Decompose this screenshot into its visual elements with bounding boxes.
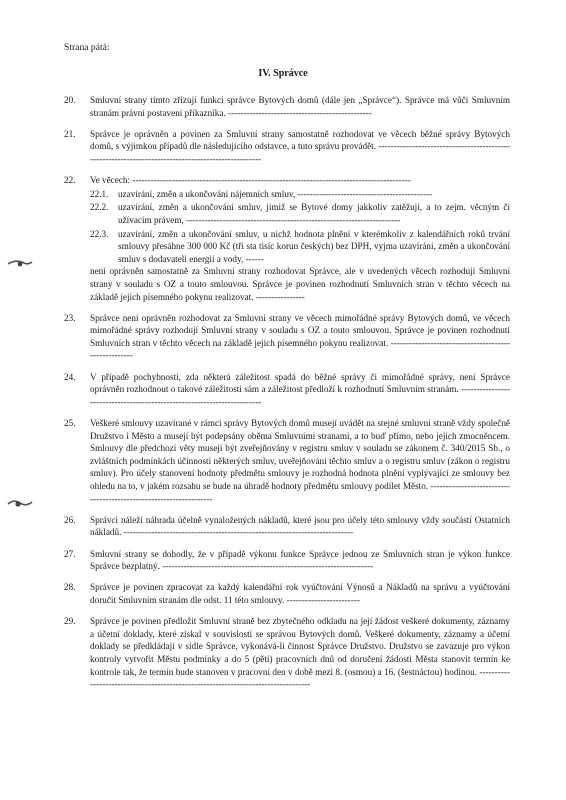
sub-item-text: uzavírání, změn a ukončování nájemních smluv, -------------------------------------------- (118, 188, 433, 199)
paragraph-text: Smluvní strany se dohodly, že v případě výkonu funkce Správce jednou ze Smluvních stran je výkon funkce Správce bezplatný. --------------------------------------------------------------------- (90, 548, 510, 572)
paragraph-text: Ve věcech: ------------------------------------------------------------------------------------------- (90, 175, 411, 186)
sub-item-number: 22.1. (90, 188, 109, 199)
paragraph-text: Správce není oprávněn rozhodovat za Smluvní strany ve věcech mimořádné správy Bytových domů, ve věcech mimořádné správy rozhodují Smluvní strany v souladu s OZ a touto smlouvou. Správce je povinen rozhodnutí Smluvních stran v těchto věcech na základě jejich písemného pokynu realizovat. ----------------------------------------------------- (90, 312, 510, 361)
sub-item (90, 201, 510, 226)
paragraph-number: 22. (64, 175, 76, 186)
paragraph-text: Správci náleží náhrada účelně vynaložených nákladů, které jsou pro účely této smlouvy vždy součástí Ostatních nákladů. --------------------------------------------------------------------------- (90, 514, 510, 538)
sub-item-number: 22.3. (90, 228, 109, 239)
margin-mark-icon (6, 255, 34, 271)
paragraph-text: Správce je oprávněn a povinen za Smluvní strany samostatně rozhodovat ve věcech běžné správy Bytových domů, s výjimkou případů dle následujícího odstavce, a tuto správu provádět. --------------------------------------------------------------------------------------------------- (90, 128, 510, 164)
paragraph (64, 174, 510, 303)
paragraph-text: Správce je povinen zpracovat za každý kalendářní rok vyúčtování Výnosů a Nákladů na správu a vyúčtování doručit Smluvním stranám dle odst. 11 této smlouvy. ------------------------ (90, 582, 510, 605)
paragraph (64, 128, 510, 166)
paragraph (64, 312, 510, 362)
paragraph-number: 25. (64, 418, 76, 429)
paragraph (64, 514, 510, 539)
document-body (64, 94, 510, 699)
paragraph-text: Smluvní strany tímto zřizují funkci správce Bytových domů (dále jen „Správce“). Správce má vůči Smluvním stranám právní postavení příkazníka. ----------------------------------------------- (90, 95, 510, 118)
paragraph-text: Správce je povinen předložit Smluvní straně bez zbytečného odkladu na její žádost veškeré dokumenty, záznamy a účetní doklady, které získal v souvislosti se správou Bytových domů. Veškeré dokumenty, záznamy a účetní doklady se předkládají v sídle Správce, vykonává-li činnost Správce Družstvo. Družstvo se zavazuje pro výkon kontroly vytvořit Městu podmínky a do 5 (pěti) pracovních dnů od doručení žádosti Města stanovit termín ke kontrole tak, že termín bude stanoven v pracovní den v době mezi 8. (osmou) a 16. (šestnáctou) hodinou. ---------------------------------------------------------------------------------- (90, 616, 510, 690)
page-header: Strana pátá: (64, 42, 110, 53)
paragraph (64, 548, 510, 573)
paragraph-number: 29. (64, 616, 76, 627)
paragraph-text: V případě pochybnosti, zda některá záležitost spadá do běžné správy či mimořádné správy, není Správce oprávněn rozhodnout o takové záležitosti sám a záležitost předloží k rozhodnutí Smluvním stranám. ------------------------------------------------------------------------ (90, 371, 510, 407)
section-title: IV. Správce (258, 68, 308, 79)
paragraph-number: 27. (64, 548, 76, 559)
sub-item-number: 22.2. (90, 202, 109, 213)
paragraph-tail-text: není oprávněn samostatně za Smluvní strany rozhodovat Správce, ale v uvedených věcech rozhodují Smluvní strany v souladu s OZ a touto smlouvou. Správce je povinen rozhodnutí Smluvních stran v těchto věcech na základě jejich písemného pokynu realizovat. ---------------- (90, 266, 510, 302)
paragraph-number: 24. (64, 371, 76, 382)
paragraph-number: 26. (64, 514, 76, 525)
sub-item-text: uzavírání, změn a ukončování smluv, jimiž se Bytové domy jakkoliv zatěžují, a to zejm. věcným či užívacím právem, ---------------------------------------------------------------------- (118, 202, 510, 225)
margin-mark-icon (6, 496, 34, 512)
paragraph-22 (90, 174, 510, 303)
paragraph-text: Veškeré smlouvy uzavírané v rámci správy Bytových domů musejí uvádět na stejné smluvní straně vždy společně Družstvo i Město a musejí být podepsány oběma Smluvními stranami, a to buď přímo, nebo jejich zmocněncem. Smlouvy dle předchozí věty musejí být zveřejňovány v registru smluv v souladu se zákonem č. 340/2015 Sb., o zvláštních podmínkách účinnosti některých smluv, uveřejňování těchto smluv a o registru smluv (zákon o registru smluv). Pro účely stanovení hodnoty předmětu smlouvy je rozhodná hodnota plnění vyplývající ze smlouvy bez ohledu na to, v jakém rozsahu se bude na úhradě hodnoty předmětu smlouvy podílet Město. ------------------------------------------------------------------ (90, 418, 510, 504)
paragraph (64, 615, 510, 691)
paragraph (64, 371, 510, 409)
paragraph (64, 94, 510, 119)
paragraph-number: 20. (64, 95, 76, 105)
paragraph-number: 21. (64, 128, 76, 139)
paragraph-number: 23. (64, 312, 76, 323)
sub-item (90, 188, 510, 201)
paragraph (64, 417, 510, 505)
sub-item (90, 228, 510, 266)
paragraph-number: 28. (64, 582, 76, 593)
paragraph (64, 581, 510, 606)
sub-item-text: uzavírání, změn a ukončování smluv, u nichž hodnota plnění v kterémkoliv z kalendářních roků trvání smlouvy přesáhne 300 000 Kč (tři sta tisíc korun českých) bez DPH, vyjma uzavírání, změn a ukončování smluv s dodavateli energií a vody, ------ (118, 228, 510, 264)
